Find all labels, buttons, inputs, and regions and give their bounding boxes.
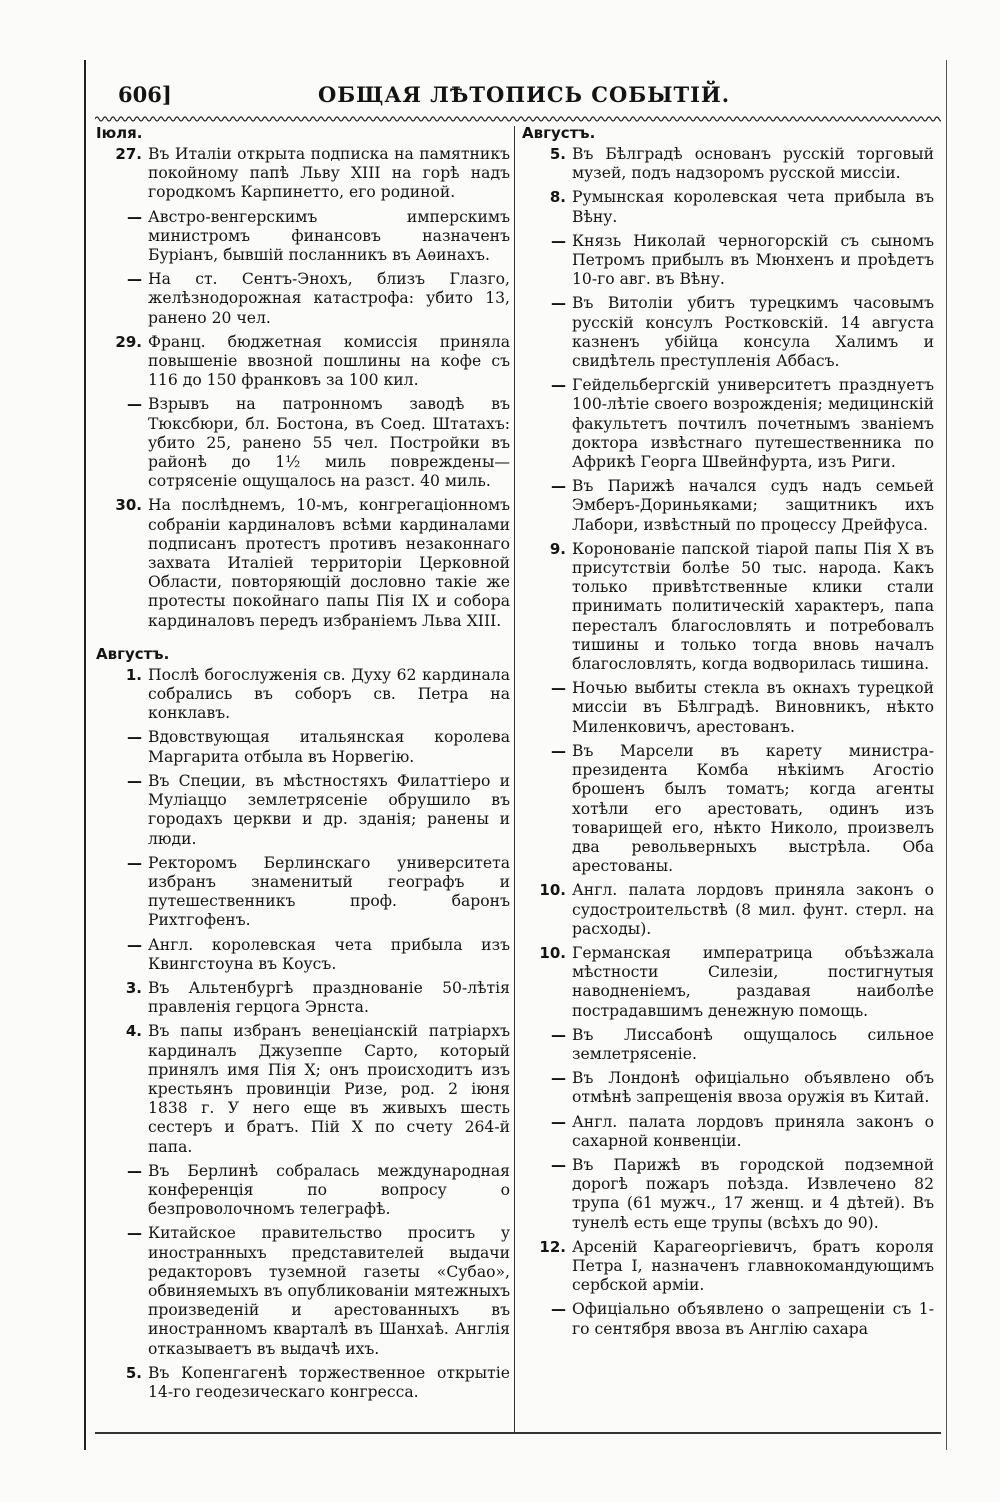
- chronicle-entry: [522, 188, 934, 226]
- month-heading-august: Августъ.: [96, 644, 170, 663]
- chronicle-entry: [522, 294, 934, 371]
- entry-text: Въ Лондонѣ офиціально объявлено объ отмѣнѣ запрещенія ввоза оружія въ Китай.: [572, 1069, 934, 1107]
- chronicle-entry: [96, 979, 510, 1017]
- chronicle-entry: [522, 1069, 934, 1107]
- entry-date: 5.: [549, 145, 566, 163]
- chronicle-entry: [96, 270, 510, 328]
- entry-text: Въ Витоліи убитъ турецкимъ часовымъ русскій консулъ Ростковскій. 14 августа казненъ убійца консула Халимъ и свидѣтель преступленія Аббасъ.: [572, 294, 934, 371]
- entry-text: Въ Альтенбургѣ празднованіе 50-лѣтія правленія герцога Эрнста.: [148, 978, 510, 1017]
- chronicle-entry: [522, 881, 934, 939]
- entry-text: Ночью выбиты стекла въ окнахъ турецкой миссіи въ Бѣлградѣ. Виновникъ, нѣкто Миленковичъ, арестованъ.: [572, 679, 934, 736]
- july-entries: [96, 145, 510, 631]
- entry-date: —: [551, 231, 566, 250]
- entry-date: 27.: [115, 145, 142, 163]
- entry-text: Взрывъ на патронномъ заводѣ въ Тюксбюри, бл. Бостона, въ Соед. Штатахъ: убито 25, ранено 55 чел. Постройки въ районѣ до 1½ миль повреждены—сотрясеніе ощущалось на разст. 40 миль.: [148, 395, 510, 491]
- chronicle-entry: [96, 854, 510, 931]
- chronicle-entry: [96, 395, 510, 491]
- entry-date: —: [127, 270, 142, 289]
- chronicle-entry: [96, 772, 510, 849]
- chronicle-entry: [522, 1238, 934, 1296]
- entry-text: Офиціально объявлено о запрещеніи съ 1-го сентября ввоза въ Англію сахара: [572, 1300, 934, 1338]
- chronicle-entry: [522, 477, 934, 535]
- entry-date: 12.: [539, 1237, 566, 1256]
- chronicle-entry: [522, 1026, 934, 1064]
- entry-date: —: [551, 679, 566, 698]
- chronicle-entry: [96, 1224, 510, 1358]
- chronicle-entry: [522, 1156, 934, 1233]
- entry-text: Англ. королевская чета прибыла изъ Квингстоуна въ Коусъ.: [148, 935, 510, 973]
- entry-text: Князь Николай черногорскій съ сыномъ Петромъ прибылъ въ Мюнхенъ и проѣдетъ 10-го авг. въ Вѣну.: [572, 231, 934, 289]
- chronicle-entry: [522, 145, 934, 183]
- entry-text: Въ Италіи открыта подписка на памятникъ покойному папѣ Льву XIII на горѣ надъ городкомъ Карпинетто, его родиной.: [148, 145, 510, 202]
- chronicle-entry: [96, 208, 510, 266]
- entry-date: —: [127, 207, 142, 226]
- entry-text: Въ Копенгагенѣ торжественное открытіе 14-го геодезическаго конгресса.: [148, 1363, 510, 1401]
- entry-date: 29.: [115, 332, 142, 351]
- entry-date: 10.: [539, 943, 566, 962]
- august-entries-right: [522, 145, 934, 1339]
- chronicle-entry: [522, 742, 934, 876]
- chronicle-entry: [522, 944, 934, 1021]
- entry-date: —: [551, 1300, 566, 1319]
- bottom-rule: [95, 1432, 941, 1434]
- chronicle-entry: [96, 1162, 510, 1220]
- column-divider: [514, 126, 515, 1432]
- entry-text: Арсеній Карагеоргіевичъ, братъ короля Петра I, назначенъ главнокомандующимъ сербской арміи.: [572, 1237, 934, 1295]
- entry-date: 4.: [125, 1022, 142, 1041]
- entry-date: —: [127, 1224, 142, 1243]
- entry-date: —: [127, 771, 142, 790]
- entry-text: Англ. палата лордовъ приняла законъ о судостроительствѣ (8 мил. фунт. стерл. на расходы).: [572, 881, 934, 938]
- chronicle-entry: [522, 1300, 934, 1338]
- entry-text: Китайское правительство проситъ у иностранныхъ представителей выдачи редакторовъ туземной газеты «Субао», обвиняемыхъ въ опубликованіи мятежныхъ произведеній и арестованныхъ въ иностранномъ кварталѣ въ Шанхаѣ. Англія отказываетъ въ выдачѣ ихъ.: [148, 1224, 510, 1358]
- entry-text: Въ Парижѣ начался судъ надъ семьей Эмберъ-Дориньяками; защитникъ ихъ Лабори, извѣстный по процессу Дрейфуса.: [572, 477, 934, 534]
- entry-text: На ст. Сентъ-Энохъ, близъ Глазго, желѣзнодорожная катастрофа: убито 13, ранено 20 чел.: [148, 270, 510, 327]
- entry-text: Ректоромъ Берлинскаго университета избранъ знаменитый географъ и путешественникъ проф. баронъ Рихтгофенъ.: [148, 853, 510, 930]
- entry-date: —: [127, 1161, 142, 1180]
- entry-text: Англ. палата лордовъ приняла законъ о сахарной конвенціи.: [572, 1112, 934, 1150]
- entry-text: Въ Берлинѣ собралась международная конференція по вопросу о безпроволочномъ телеграфѣ.: [148, 1161, 510, 1219]
- chronicle-entry: [522, 679, 934, 737]
- entry-date: 8.: [549, 188, 566, 207]
- entry-date: —: [551, 1069, 566, 1088]
- page-header: [118, 82, 930, 116]
- entry-text: Въ Марсели въ карету министра-президента Комба нѣкіимъ Агостіо брошенъ былъ томатъ; когда агенты хотѣли его арестовать, одинъ изъ товарищей его, нѣкто Николо, произвелъ два револьверныхъ выстрѣла. Оба арестованы.: [572, 741, 934, 876]
- entry-text: На послѣднемъ, 10-мъ, конгрегаціонномъ собраніи кардиналовъ всѣми кардиналами подписанъ протестъ противъ незаконнаго захвата Италіей территоріи Церковной Области, повторяющій дословно такіе же протесты покойнаго папы Пія IX и собора кардиналовъ передъ избраніемъ Льва XIII.: [148, 496, 510, 630]
- entry-date: 3.: [125, 978, 142, 997]
- entry-text: Въ Парижѣ въ городской подземной дорогѣ пожаръ поѣзда. Извлечено 82 трупа (61 мужч., 17 женщ. и 4 дѣтей). Въ тунелѣ есть еще трупы (всѣхъ до 90).: [572, 1155, 934, 1232]
- month-heading-july: Іюля.: [96, 124, 143, 142]
- entry-text: Австро-венгерскимъ имперскимъ министромъ финансовъ назначенъ Буріанъ, бывшій посланникъ въ Аѳинахъ.: [148, 207, 510, 265]
- chronicle-entry: [522, 232, 934, 290]
- august-entries-left: [96, 666, 510, 1402]
- entry-text: Вдовствующая итальянская королева Маргарита отбыла въ Норвегію.: [148, 728, 510, 766]
- chronicle-entry: [96, 728, 510, 766]
- entry-text: Послѣ богослуженія св. Духу 62 кардинала собрались въ соборъ св. Петра на конклавъ.: [148, 665, 510, 723]
- running-title: ОБЩАЯ ЛѢТОПИСЬ СОБЫТІЙ.: [317, 82, 731, 107]
- entry-date: —: [127, 395, 142, 414]
- chronicle-entry: [96, 496, 510, 630]
- chronicle-entry: [522, 1113, 934, 1151]
- entry-date: 5.: [125, 1363, 142, 1382]
- chronicle-entry: [522, 540, 934, 674]
- entry-text: Румынская королевская чета прибыла въ Вѣну.: [572, 188, 934, 226]
- entry-date: —: [127, 853, 142, 872]
- entry-text: Въ Бѣлградѣ основанъ русскій торговый музей, подъ надзоромъ русской миссіи.: [572, 145, 934, 183]
- entry-text: Въ Специи, въ мѣстностяхъ Филаттіеро и Муліаццо землетрясеніе обрушило въ городахъ церкви и др. зданія; ранены и люди.: [148, 771, 510, 848]
- entry-date: 1.: [125, 665, 142, 684]
- entry-text: Въ Лиссабонѣ ощущалось сильное землетрясеніе.: [572, 1025, 934, 1063]
- page-number: 606]: [118, 82, 172, 107]
- entry-text: Въ папы избранъ венеціанскій патріархъ кардиналъ Джузеппе Сарто, который принялъ имя Пія X; онъ происходитъ изъ крестьянъ провинціи Ризе, род. 2 іюня 1838 г. У него еще въ живыхъ шесть сестеръ и братъ. Пій X по счету 264-й папа.: [148, 1022, 510, 1156]
- entry-text: Германская императрица объѣзжала мѣстности Силезіи, постигнутыя наводненіемъ, раздавая наиболѣе пострадавшимъ денежную помощь.: [572, 943, 934, 1020]
- entry-date: —: [551, 1025, 566, 1044]
- entry-date: 10.: [539, 881, 566, 900]
- entry-date: —: [551, 477, 566, 496]
- chronicle-entry: [96, 1022, 510, 1156]
- entry-date: —: [127, 728, 142, 747]
- month-heading-august-right: Августъ.: [522, 124, 596, 142]
- entry-date: —: [551, 1112, 566, 1131]
- chronicle-entry: [522, 376, 934, 472]
- entry-text: Коронованіе папской тіарой папы Пія X въ присутствіи болѣе 50 тыс. народа. Какъ только привѣтственные клики стали принимать политическій характеръ, папа пересталъ благословлять и потребовалъ тишины и только тогда вновь началъ благословлять, когда водворилась тишина.: [572, 539, 934, 674]
- chronicle-entry: [96, 145, 510, 203]
- chronicle-entry: [96, 936, 510, 974]
- chronicle-entry: [96, 333, 510, 391]
- entry-date: —: [127, 935, 142, 954]
- entry-date: 9.: [549, 539, 566, 558]
- entry-date: —: [551, 294, 566, 313]
- chronicle-entry: [96, 666, 510, 724]
- entry-date: —: [551, 376, 566, 395]
- chronicle-entry: [96, 1364, 510, 1402]
- right-column: [522, 124, 934, 1344]
- entry-date: —: [551, 1155, 566, 1174]
- entry-date: —: [551, 741, 566, 760]
- entry-text: Гейдельбергскій университетъ празднуетъ 100-лѣтіе своего возрожденія; медицинскій факультетъ почтилъ почетнымъ званіемъ доктора извѣстнаго путешественника по Африкѣ Георга Швейнфурта, изъ Риги.: [572, 376, 934, 472]
- entry-text: Франц. бюджетная комиссія приняла повышеніе ввозной пошлины на кофе съ 116 до 150 франковъ за 100 кил.: [148, 332, 510, 390]
- left-column: [96, 124, 510, 1407]
- entry-date: 30.: [115, 496, 142, 515]
